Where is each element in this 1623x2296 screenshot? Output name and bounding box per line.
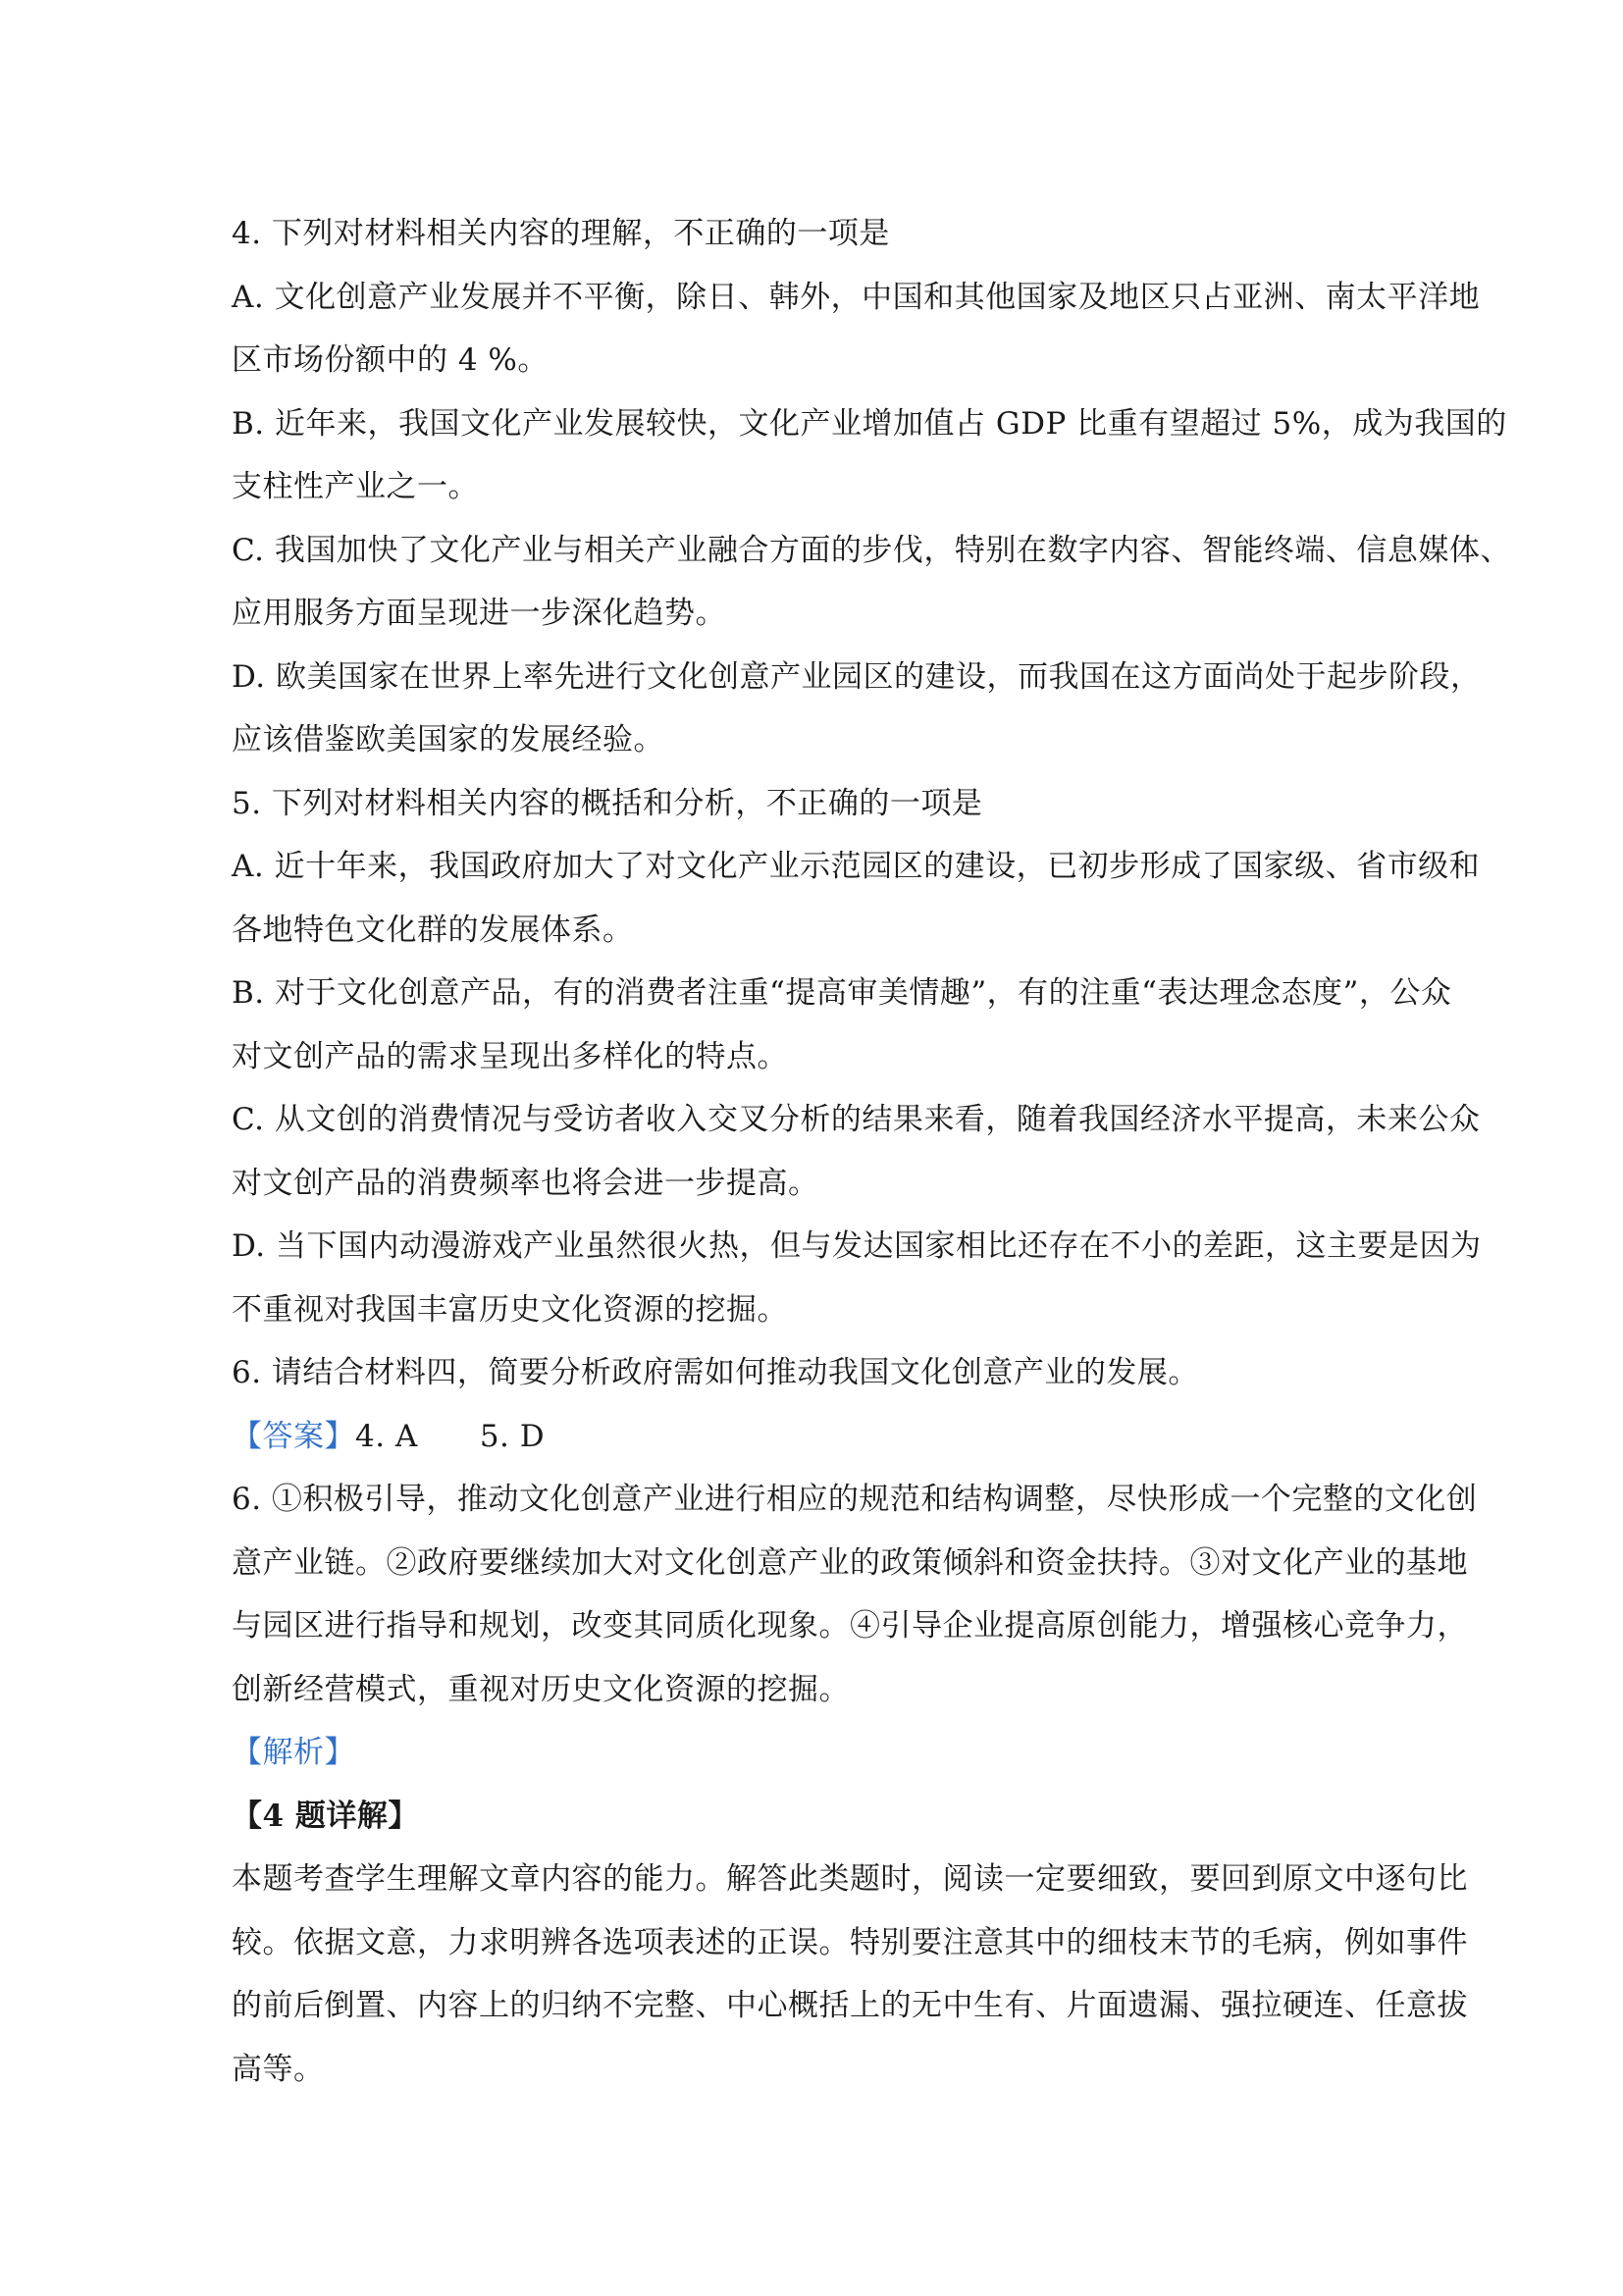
answer-q6-line-3: 与园区进行指导和规划，改变其同质化现象。④引导企业提高原创能力，增强核心竞争力， xyxy=(232,1608,1468,1644)
question-4-option-a: A. 文化创意产业发展并不平衡，除日、韩外，中国和其他国家及地区只占亚洲、南太平洋地 xyxy=(232,279,1481,315)
question-5-option-d-cont: 不重视对我国丰富历史文化资源的挖掘。 xyxy=(232,1291,788,1328)
analysis-paragraph-line-1: 本题考查学生理解文章内容的能力。解答此类题时，阅读一定要细致，要回到原文中逐句比 xyxy=(232,1861,1468,1897)
answer-q6-line-1: 6. ①积极引导，推动文化创意产业进行相应的规范和结构调整，尽快形成一个完整的文化创 xyxy=(232,1482,1478,1517)
question-4-option-c: C. 我国加快了文化产业与相关产业融合方面的步伐，特别在数字内容、智能终端、信息媒体、 xyxy=(232,532,1511,568)
analysis-line xyxy=(232,1721,1399,1785)
question-5-option-c-cont: 对文创产品的消费频率也将会进一步提高。 xyxy=(232,1165,819,1201)
analysis-paragraph-line-2: 较。依据文意，力求明辨各选项表述的正误。特别要注意其中的细枝末节的毛病，例如事件 xyxy=(232,1924,1468,1960)
analysis-paragraph-line-4: 高等。 xyxy=(232,2051,325,2087)
question-5-option-c: C. 从文创的消费情况与受访者收入交叉分析的结果来看，随着我国经济水平提高，未来公众 xyxy=(232,1102,1481,1137)
answer-q6-line-2: 意产业链。②政府要继续加大对文化创意产业的政策倾斜和资金扶持。③对文化产业的基地 xyxy=(232,1544,1468,1581)
question-5-option-b-cont: 对文创产品的需求呈现出多样化的特点。 xyxy=(232,1038,788,1074)
analysis-detail-heading: 【4 题详解】 xyxy=(232,1798,419,1834)
question-4-option-c-cont: 应用服务方面呈现进一步深化趋势。 xyxy=(232,596,726,631)
question-6-stem: 6. 请结合材料四，简要分析政府需如何推动我国文化创意产业的发展。 xyxy=(232,1355,1199,1390)
question-4-option-b-cont: 支柱性产业之一。 xyxy=(232,469,479,504)
question-5-option-a: A. 近十年来，我国政府加大了对文化产业示范园区的建设，已初步形成了国家级、省市级和 xyxy=(232,849,1481,884)
question-5-option-b: B. 对于文化创意产品，有的消费者注重“提高审美情趣”，有的注重“表达理念态度”，公众 xyxy=(232,975,1452,1011)
question-4-stem: 4. 下列对材料相关内容的理解，不正确的一项是 xyxy=(232,216,890,251)
question-4-option-d-cont: 应该借鉴欧美国家的发展经验。 xyxy=(232,722,664,757)
document-page xyxy=(232,202,1511,2101)
question-5-option-d: D. 当下国内动漫游戏产业虽然很火热，但与发达国家相比还存在不小的差距，这主要是因为 xyxy=(232,1228,1482,1264)
question-4-option-d: D. 欧美国家在世界上率先进行文化创意产业园区的建设，而我国在这方面尚处于起步阶段， xyxy=(232,658,1482,695)
answer-q6-line-4: 创新经营模式，重视对历史文化资源的挖掘。 xyxy=(232,1671,850,1707)
answer-text: 4. A 5. D xyxy=(355,1418,546,1454)
question-5-option-a-cont: 各地特色文化群的发展体系。 xyxy=(232,912,634,948)
analysis-paragraph-line-3: 的前后倒置、内容上的归纳不完整、中心概括上的无中生有、片面遗漏、强拉硬连、任意拔 xyxy=(232,1988,1468,2023)
analysis-tag: 【解析】 xyxy=(232,1735,355,1770)
question-4-option-b: B. 近年来，我国文化产业发展较快，文化产业增加值占 GDP 比重有望超过 5%，成为我国的 xyxy=(232,405,1507,442)
question-4-option-a-cont: 区市场份额中的 4 %。 xyxy=(232,342,549,378)
answer-line xyxy=(232,1405,1399,1469)
question-5-stem: 5. 下列对材料相关内容的概括和分析，不正确的一项是 xyxy=(232,785,983,821)
answer-tag: 【答案】 xyxy=(232,1418,355,1454)
